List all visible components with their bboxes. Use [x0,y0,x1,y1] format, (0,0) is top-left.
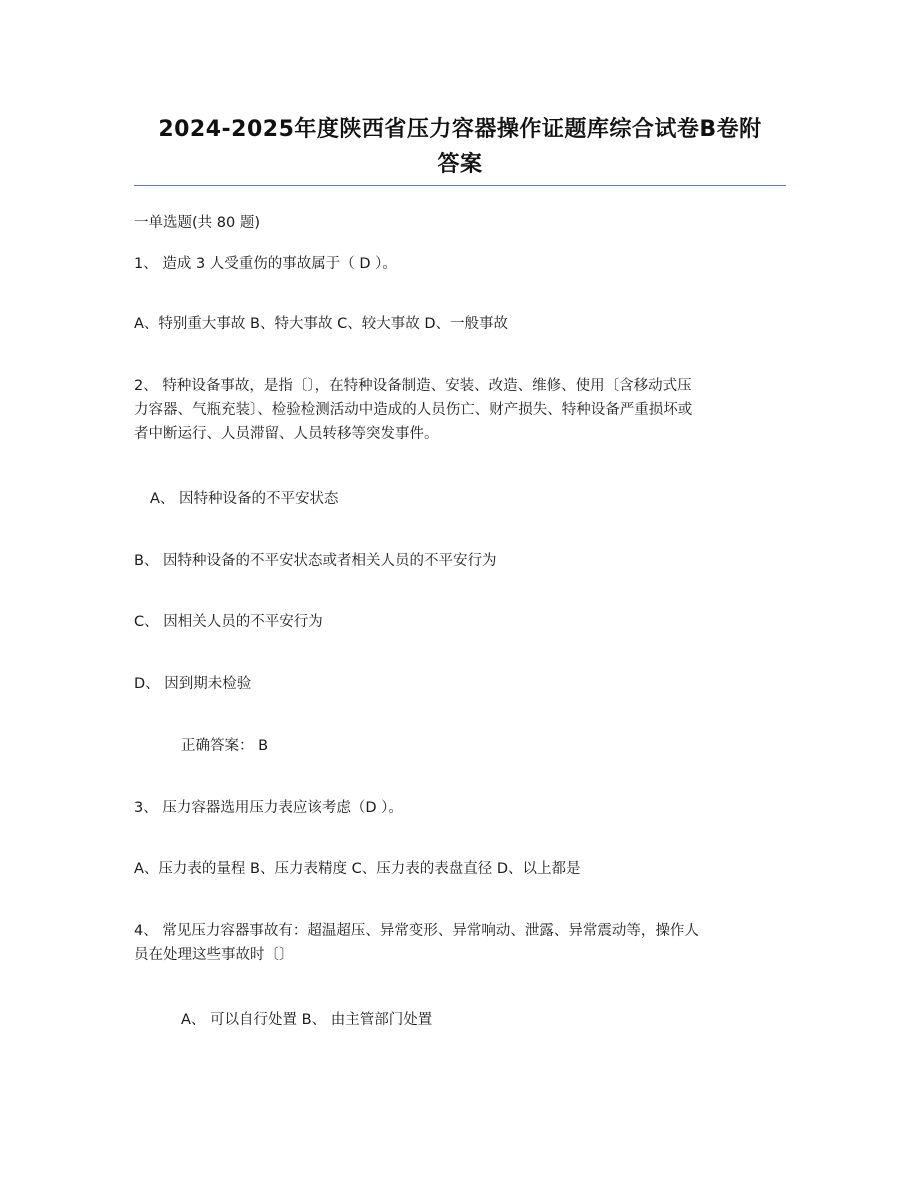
question-3-options: A、压力表的量程 B、压力表精度 C、压力表的表盘直径 D、以上都是 [134,861,581,877]
question-4-stem-line: 员在处理这些事故时〔〕 [134,947,294,963]
question-2-stem-line: 2、 特种设备事故，是指〔〕，在特种设备制造、安装、改造、维修、使用〔含移动式压 [134,378,692,394]
question-2-option-b: B、 因特种设备的不平安状态或者相关人员的不平安行为 [134,553,497,569]
document-title [134,112,786,182]
question-2-option-a: A、 因特种设备的不平安状态 [150,491,339,507]
question-1-stem: 1、 造成 3 人受重伤的事故属于（ D ）。 [134,256,397,272]
title-line-2: 答案 [437,152,483,177]
question-4-stem [134,919,786,967]
question-1-options: A、特别重大事故 B、特大事故 C、较大事故 D、一般事故 [134,316,508,332]
title-line-1: 2024-2025年度陕西省压力容器操作证题库综合试卷B卷附 [158,117,762,142]
question-2-stem-line: 者中断运行、人员滞留、人员转移等突发事件。 [134,426,439,442]
title-divider [134,185,786,186]
question-2-option-d: D、 因到期未检验 [134,676,252,692]
question-2-stem [134,374,786,446]
section-header: 一单选题(共 80 题) [134,215,260,231]
question-2-answer: 正确答案： B [181,738,269,754]
question-4-options: A、 可以自行处置 B、 由主管部门处置 [181,1012,433,1028]
question-4-stem-line: 4、 常见压力容器事故有：超温超压、异常变形、异常响动、泄露、异常震动等，操作人 [134,923,699,939]
question-2-stem-line: 力容器、气瓶充装〕、检验检测活动中造成的人员伤亡、财产损失、特种设备严重损坏或 [134,402,693,418]
question-3-stem: 3、 压力容器选用压力表应该考虑（D ）。 [134,800,403,816]
question-2-option-c: C、 因相关人员的不平安行为 [134,614,323,630]
